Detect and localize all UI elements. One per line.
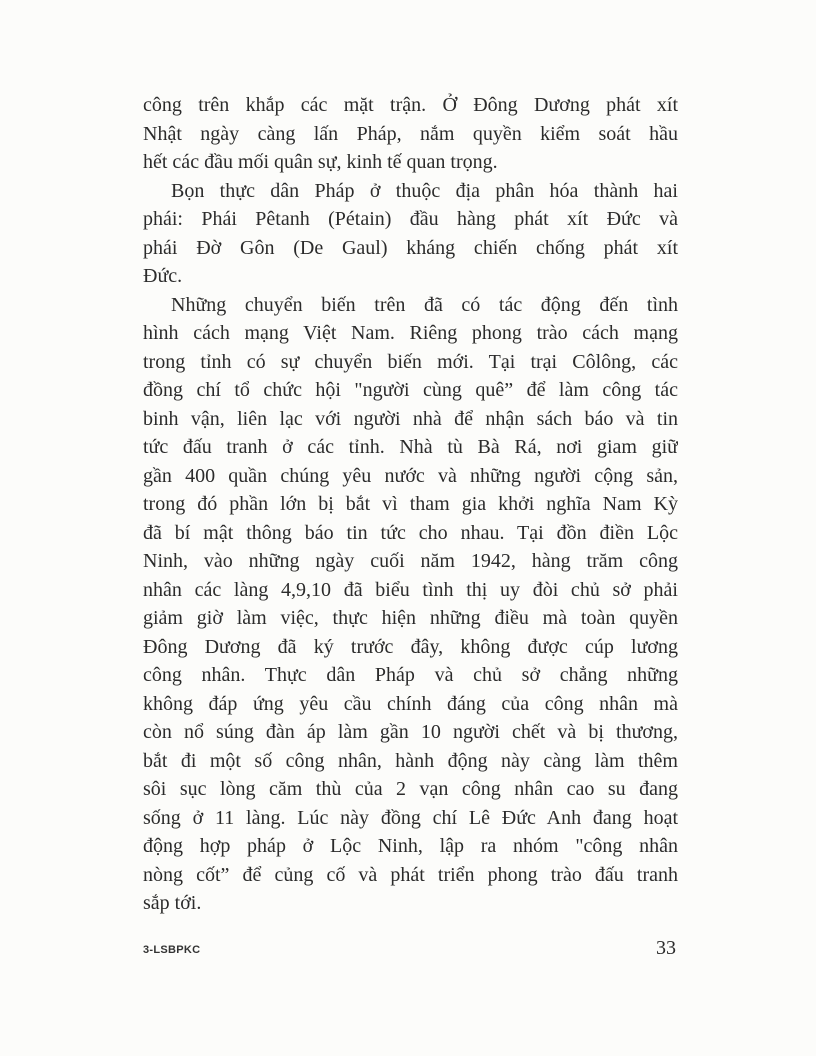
text-line: không đáp ứng yêu cầu chính đáng của công nhân mà [143, 692, 678, 715]
text-line: giảm giờ làm việc, thực hiện những điều mà toàn quyền [143, 607, 678, 629]
text-line: Đông Dương đã ký trước đây, không được cúp lương [143, 635, 678, 658]
text-line: phái Đờ Gôn (De Gaul) kháng chiến chống phát xít [143, 236, 678, 259]
text-line: đã bí mật thông báo tin tức cho nhau. Tại đồn điền Lộc [143, 521, 678, 544]
text-line: binh vận, liên lạc với người nhà để nhận sách báo và tin [143, 407, 678, 430]
text-line: Những chuyển biến trên đã có tác động đến tình [171, 293, 678, 316]
text-line: gần 400 quần chúng yêu nước và những người cộng sản, [143, 464, 678, 487]
text-line: tức đấu tranh ở các tỉnh. Nhà tù Bà Rá, nơi giam giữ [143, 436, 678, 458]
text-line: nòng cốt” để củng cố và phát triển phong trào đấu tranh [143, 863, 678, 886]
page-body [143, 91, 678, 918]
text-line: đồng chí tổ chức hội "người cùng quê” để làm công tác [143, 379, 678, 401]
text-line: bắt đi một số công nhân, hành động này càng làm thêm [143, 749, 678, 772]
text-line: còn nổ súng đàn áp làm gần 10 người chết và bị thương, [143, 721, 678, 743]
text-line: trong tỉnh có sự chuyển biến mới. Tại trại Côlông, các [143, 350, 678, 373]
text-line: Đức. [143, 265, 183, 287]
page-number: 33 [656, 937, 676, 959]
text-line: hết các đầu mối quân sự, kinh tế quan trọng. [143, 151, 498, 173]
text-line: công trên khắp các mặt trận. Ở Đông Dương phát xít [143, 94, 678, 116]
text-line: sắp tới. [143, 892, 202, 914]
text-line: công nhân. Thực dân Pháp và chủ sở chẳng những [143, 664, 678, 686]
text-line: sôi sục lòng căm thù của 2 vạn công nhân cao su đang [143, 778, 678, 800]
text-line: động hợp pháp ở Lộc Ninh, lập ra nhóm "công nhân [143, 835, 678, 857]
text-line: Bọn thực dân Pháp ở thuộc địa phân hóa thành hai [171, 179, 678, 202]
text-line: nhân các làng 4,9,10 đã biểu tình thị uy đòi chủ sở phải [143, 578, 678, 601]
text-line: sống ở 11 làng. Lúc này đồng chí Lê Đức Anh đang hoạt [143, 806, 678, 829]
text-line: hình cách mạng Việt Nam. Riêng phong trào cách mạng [143, 322, 678, 344]
text-line: trong đó phần lớn bị bắt vì tham gia khởi nghĩa Nam Kỳ [143, 493, 678, 515]
text-line: phái: Phái Pêtanh (Pétain) đầu hàng phát xít Đức và [143, 208, 678, 230]
signature-code: 3-LSBPKC [143, 944, 201, 956]
text-line: Nhật ngày càng lấn Pháp, nắm quyền kiểm soát hầu [143, 122, 678, 145]
text-line: Ninh, vào những ngày cuối năm 1942, hàng trăm công [143, 550, 678, 572]
